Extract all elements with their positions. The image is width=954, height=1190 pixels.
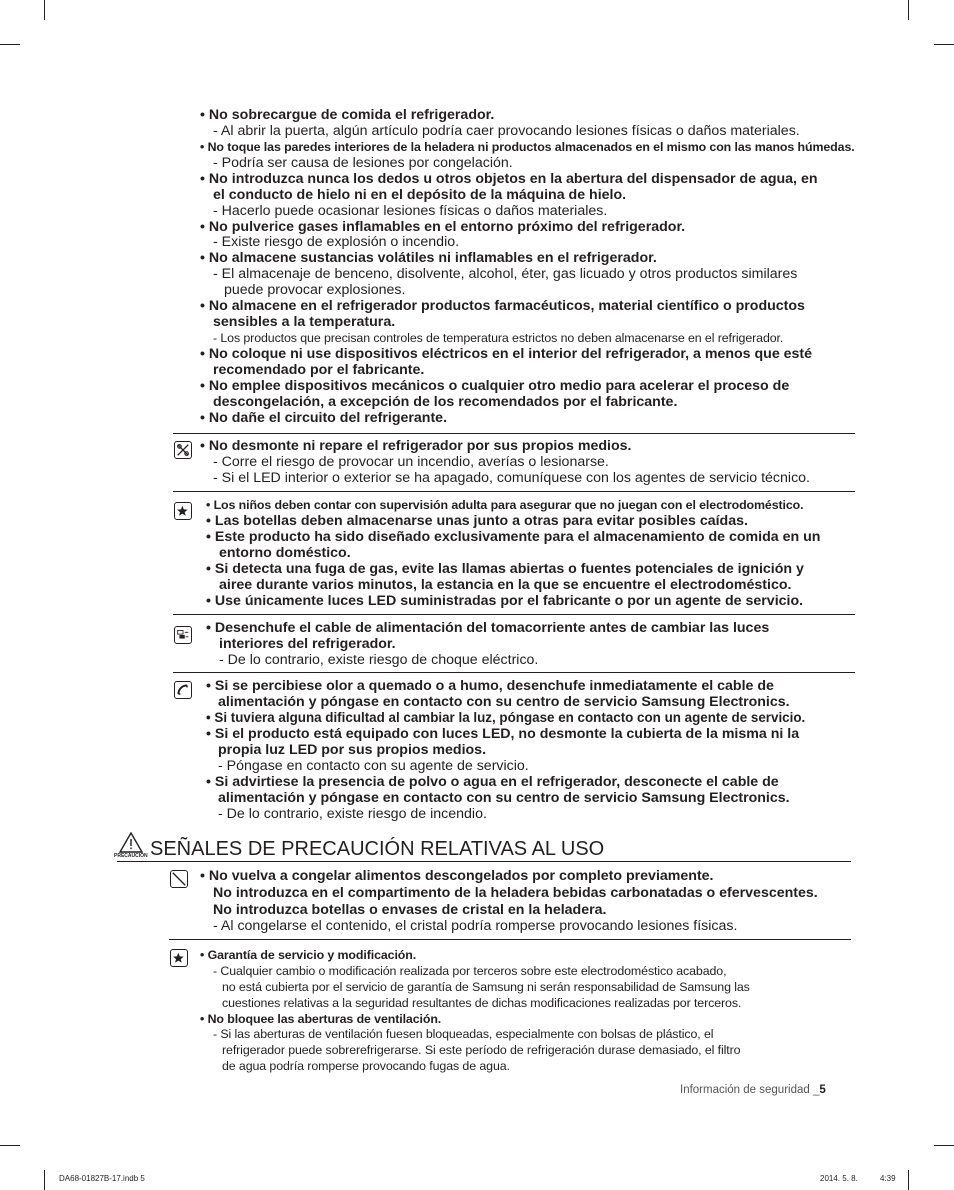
block5-line: - Póngase en contacto con su agente de servicio.: [218, 758, 529, 774]
block1-line: - Existe riesgo de explosión o incendio.: [213, 234, 460, 250]
crop-mark: [934, 1145, 954, 1146]
block1-line: descongelación, a excepción de los recomendados por el fabricante.: [213, 394, 678, 410]
block5-line: alimentación y póngase en contacto con su centro de servicio Samsung Electronics.: [218, 694, 790, 710]
block1-line: - Hacerlo puede ocasionar lesiones físicas o daños materiales.: [213, 203, 608, 219]
block7-line: - Si las aberturas de ventilación fuesen bloqueadas, especialmente con bolsas de plástico, el: [213, 1027, 714, 1041]
block1-line: • No almacene en el refrigerador productos farmacéuticos, material científico o productos: [200, 298, 805, 314]
block6-line: No introduzca en el compartimento de la heladera bebidas carbonatadas o efervescentes.: [213, 885, 818, 901]
unplug-icon: [174, 626, 192, 644]
contact-service-icon: [174, 681, 192, 699]
section-heading: SEÑALES DE PRECAUCIÓN RELATIVAS AL USO: [150, 838, 605, 860]
block3-line: • Si detecta una fuga de gas, evite las llamas abiertas o fuentes potenciales de ignición y: [206, 561, 804, 577]
divider: [173, 614, 855, 615]
block4-line: • Desenchufe el cable de alimentación del tomacorriente antes de cambiar las luces: [206, 620, 770, 636]
divider: [169, 939, 851, 940]
block7-line: cuestiones relativas a la seguridad resultantes de dichas modificaciones realizadas por terceros.: [222, 996, 742, 1010]
slug-time: 4:39: [880, 1174, 896, 1183]
block1-line: • No pulverice gases inflamables en el entorno próximo del refrigerador.: [200, 219, 686, 235]
footer-section: Información de seguridad _: [680, 1084, 820, 1096]
no-disassemble-icon: [174, 441, 192, 459]
crop-mark: [0, 44, 20, 45]
block3-line: • Use únicamente luces LED suministradas por el fabricante o por un agente de servicio.: [206, 593, 804, 609]
block1-line: - El almacenaje de benceno, disolvente, alcohol, éter, gas licuado y otros productos similares: [213, 266, 798, 282]
block3-line: • Este producto ha sido diseñado exclusivamente para el almacenamiento de comida en un: [206, 529, 821, 545]
block6-line: - Al congelarse el contenido, el cristal podría romperse provocando lesiones físicas.: [213, 918, 738, 934]
block1-line: sensibles a la temperatura.: [213, 314, 396, 330]
block3-line: entorno doméstico.: [219, 545, 351, 561]
block7-line: • No bloquee las aberturas de ventilación.: [200, 1012, 442, 1026]
block5-line: • Si advirtiese la presencia de polvo o agua en el refrigerador, desconecte el cable de: [206, 774, 779, 790]
page-footer: [680, 1084, 826, 1096]
block4-line: - De lo contrario, existe riesgo de choque eléctrico.: [219, 652, 539, 668]
crop-mark: [908, 1170, 909, 1190]
block5-line: - De lo contrario, existe riesgo de incendio.: [218, 806, 487, 822]
block1-line: el conducto de hielo ni en el depósito de la máquina de hielo.: [213, 187, 627, 203]
block3-line: • Los niños deben contar con supervisión adulta para asegurar que no juegan con el electrodoméstico.: [206, 498, 804, 512]
block5-line: alimentación y póngase en contacto con su centro de servicio Samsung Electronics.: [218, 790, 790, 806]
prohibited-icon: [170, 870, 188, 888]
heading-underline: [117, 861, 851, 862]
block4-line: interiores del refrigerador.: [219, 636, 396, 652]
divider: [173, 491, 855, 492]
block7-line: refrigerador puede sobrerefrigerarse. Si este período de refrigeración durase demasiado, el filtro: [222, 1043, 741, 1057]
block7-line: de agua podría romperse provocando fugas de agua.: [222, 1059, 510, 1073]
block1-line: - Podría ser causa de lesiones por congelación.: [213, 155, 513, 171]
caution-label-text: PRECAUCIÓN: [114, 853, 148, 859]
caution-triangle-icon: [114, 832, 148, 854]
block1-line: • No coloque ni use dispositivos eléctricos en el interior del refrigerador, a menos que esté: [200, 346, 813, 362]
block1-line: puede provocar explosiones.: [224, 282, 406, 298]
block3-line: • Las botellas deben almacenarse unas junto a otras para evitar posibles caídas.: [206, 513, 748, 529]
divider: [173, 672, 855, 673]
divider: [173, 433, 855, 434]
block3-line: airee durante varios minutos, la estancia en la que se encuentre el electrodoméstico.: [219, 577, 792, 593]
crop-mark: [44, 1170, 45, 1190]
crop-mark: [934, 44, 954, 45]
important-star-icon: [170, 949, 188, 967]
block1-line: • No sobrecargue de comida el refrigerador.: [200, 107, 495, 123]
block1-line: - Los productos que precisan controles de temperatura estrictos no deben almacenarse en el refrigerador.: [213, 331, 784, 345]
slug-date: 2014. 5. 8.: [820, 1174, 858, 1183]
block5-line: • Si se percibiese olor a quemado o a humo, desenchufe inmediatamente el cable de: [206, 678, 774, 694]
slug-filename: DA68-01827B-17.indb 5: [59, 1174, 145, 1183]
block1-line: • No almacene sustancias volátiles ni inflamables en el refrigerador.: [200, 250, 657, 266]
important-star-icon: [174, 502, 192, 520]
block2-line: - Si el LED interior o exterior se ha apagado, comuníquese con los agentes de servicio técnico.: [213, 470, 810, 486]
block1-line: • No dañe el circuito del refrigerante.: [200, 410, 448, 426]
block1-line: recomendado por el fabricante.: [213, 362, 425, 378]
block7-line: - Cualquier cambio o modificación realizada por terceros sobre este electrodoméstico acabado,: [213, 964, 727, 978]
caution-label: [114, 832, 148, 860]
crop-mark: [0, 1145, 20, 1146]
crop-mark: [44, 0, 45, 20]
block7-line: no está cubierta por el servicio de garantía de Samsung ni serán responsabilidad de Samsung las: [222, 980, 750, 994]
block5-line: • Si el producto está equipado con luces LED, no desmonte la cubierta de la misma ni la: [206, 726, 800, 742]
block6-line: • No vuelva a congelar alimentos descongelados por completo previamente.: [200, 868, 714, 884]
block7-line: • Garantía de servicio y modificación.: [200, 948, 417, 962]
block1-line: • No toque las paredes interiores de la heladera ni productos almacenados en el mismo con las manos húmedas.: [200, 140, 855, 154]
block5-line: • Si tuviera alguna dificultad al cambiar la luz, póngase en contacto con un agente de servicio.: [206, 710, 806, 725]
block6-line: No introduzca botellas o envases de cristal en la heladera.: [213, 902, 607, 918]
block2-line: • No desmonte ni repare el refrigerador por sus propios medios.: [200, 438, 632, 454]
block1-line: - Al abrir la puerta, algún artículo podría caer provocando lesiones físicas o daños materiales.: [213, 123, 800, 139]
page-number: 5: [819, 1084, 826, 1096]
block5-line: propia luz LED por sus propios medios.: [218, 742, 487, 758]
block1-line: • No emplee dispositivos mecánicos o cualquier otro medio para acelerar el proceso de: [200, 378, 790, 394]
block1-line: • No introduzca nunca los dedos u otros objetos en la abertura del dispensador de agua, en: [200, 171, 818, 187]
crop-mark: [908, 0, 909, 20]
block2-line: - Corre el riesgo de provocar un incendio, averías o lesionarse.: [213, 454, 609, 470]
